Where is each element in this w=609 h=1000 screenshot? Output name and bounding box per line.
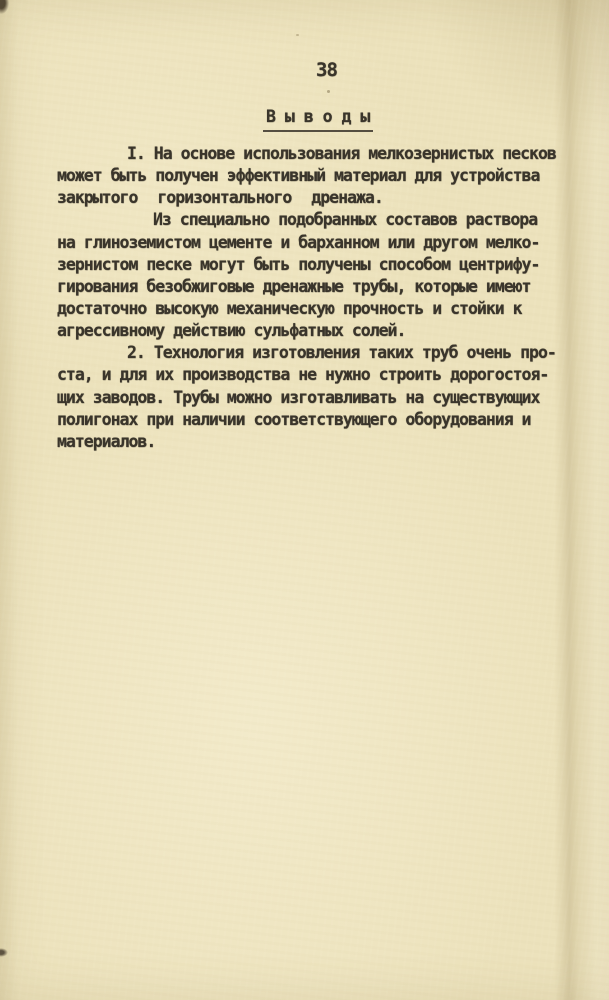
text-line: щих заводов. Трубы можно изготавливать на существующих [57, 387, 540, 407]
text-line: закрытого горизонтального дренажа. [57, 188, 383, 208]
text-line: полигонах при наличии соответствующего оборудования и [57, 409, 531, 429]
scan-artifact-top-left [0, 0, 9, 14]
text-line: достаточно высокую механическую прочность и стойки к [57, 298, 522, 318]
text-line: на глиноземистом цементе и барханном или другом мелко- [57, 232, 540, 252]
text-line: Из специально подобранных составов раствора [153, 210, 538, 230]
text-line: 2. Технология изготовления таких труб очень про- [127, 343, 556, 363]
paper-speck [327, 90, 330, 93]
paper-speck [296, 34, 299, 36]
page-number: 38 [316, 59, 337, 81]
text-line: ста, и для их производства не нужно строить дорогостоя- [57, 365, 549, 385]
text-line: гирования безобжиговые дренажные трубы, которые имеют [57, 276, 531, 296]
text-line: зернистом песке могут быть получены способом центрифу- [57, 254, 540, 274]
text-line: может быть получен эффективный материал для устройства [57, 166, 540, 186]
text-line: материалов. [57, 431, 156, 451]
text-line: агрессивному действию сульфатных солей. [57, 321, 406, 341]
text-line: I. На основе использования мелкозернистых песков [127, 144, 556, 163]
scan-artifact-bottom-left [0, 948, 8, 957]
body-text [57, 143, 562, 453]
section-heading: В ы в о д ы [263, 106, 373, 132]
